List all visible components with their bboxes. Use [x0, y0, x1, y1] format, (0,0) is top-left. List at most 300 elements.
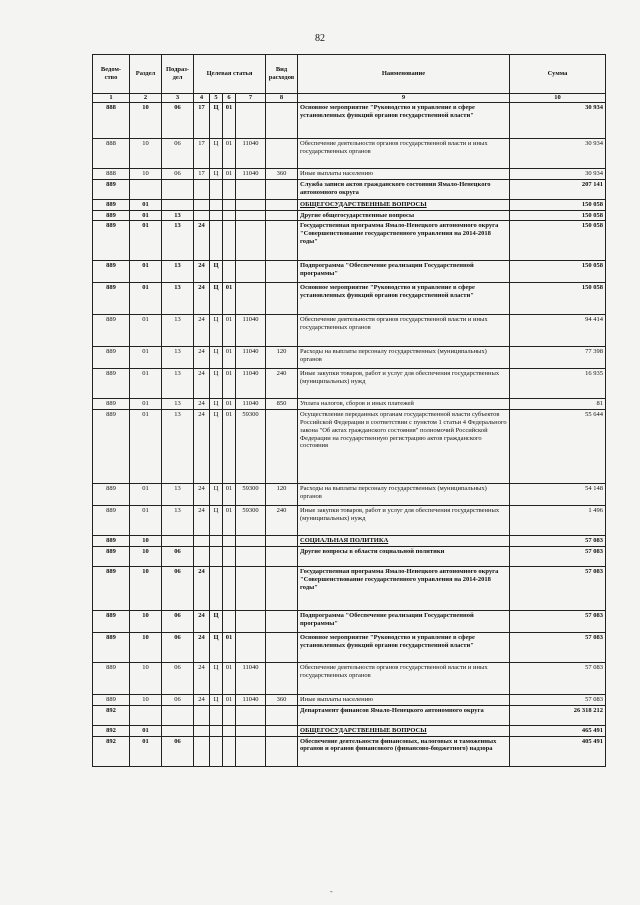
cell-name: Иные закупки товаров, работ и услуг для обеспечения государственных (муниципальных) нужд — [298, 369, 510, 399]
cell-section: 01 — [130, 725, 162, 736]
table-row — [93, 736, 606, 766]
cell-activity: 01 — [223, 506, 236, 536]
column-index: 10 — [510, 94, 606, 103]
table-row — [93, 536, 606, 547]
cell-activity: 01 — [223, 484, 236, 506]
cell-direction: 59300 — [236, 484, 266, 506]
cell-sum: 57 083 — [510, 546, 606, 566]
table-row — [93, 179, 606, 199]
cell-section — [130, 705, 162, 725]
cell-subsection — [162, 705, 194, 725]
cell-name: Основное мероприятие "Руководство и управление в сфере установленных функций органов государственной власти" — [298, 103, 510, 139]
cell-section: 10 — [130, 610, 162, 632]
cell-department: 889 — [93, 506, 130, 536]
cell-sum: 57 083 — [510, 610, 606, 632]
cell-activity — [223, 566, 236, 610]
cell-subsection: 06 — [162, 632, 194, 662]
cell-name: Обеспечение деятельности финансовых, налоговых и таможенных органов и органов финансового (финансово-бюджетного) надзора — [298, 736, 510, 766]
cell-department: 889 — [93, 632, 130, 662]
table-row — [93, 315, 606, 347]
cell-program: 24 — [194, 221, 210, 261]
cell-sum: 1 496 — [510, 506, 606, 536]
cell-name: Государственная программа Ямало-Ненецкого автономного округа "Совершенствование государственного управления на 2014-2018 годы" — [298, 221, 510, 261]
table-row — [93, 632, 606, 662]
cell-subprogram — [210, 566, 223, 610]
cell-expense-type — [266, 632, 298, 662]
cell-sum: 405 491 — [510, 736, 606, 766]
cell-subsection: 06 — [162, 546, 194, 566]
cell-department: 889 — [93, 347, 130, 369]
cell-subsection — [162, 179, 194, 199]
cell-program: 24 — [194, 399, 210, 410]
cell-subsection: 13 — [162, 369, 194, 399]
cell-direction — [236, 546, 266, 566]
column-index: 4 — [194, 94, 210, 103]
cell-activity: 01 — [223, 694, 236, 705]
cell-subprogram — [210, 179, 223, 199]
table-body — [93, 103, 606, 767]
cell-expense-type: 240 — [266, 369, 298, 399]
cell-section: 10 — [130, 566, 162, 610]
cell-subsection: 06 — [162, 662, 194, 694]
cell-section: 10 — [130, 103, 162, 139]
column-index: 6 — [223, 94, 236, 103]
cell-program: 24 — [194, 694, 210, 705]
cell-subprogram: Ц — [210, 410, 223, 484]
cell-section: 01 — [130, 315, 162, 347]
cell-department: 889 — [93, 694, 130, 705]
cell-section: 01 — [130, 369, 162, 399]
cell-name: Обеспечение деятельности органов государственной власти и иных государственных органов — [298, 139, 510, 169]
cell-section: 10 — [130, 169, 162, 180]
cell-name: Подпрограмма "Обеспечение реализации Государственной программы" — [298, 610, 510, 632]
cell-name: Осуществление переданных органам государственной власти субъектов Российской Федерации в соответствии с пунктом 1 статьи 4 Федерального закона "Об актах гражданского состояния" полномочий Российской Федерации на государственную регистрацию актов гражданского состояния — [298, 410, 510, 484]
cell-program: 24 — [194, 347, 210, 369]
cell-name: Служба записи актов гражданского состояния Ямало-Ненецкого автономного округа — [298, 179, 510, 199]
cell-direction — [236, 221, 266, 261]
cell-sum: 57 083 — [510, 536, 606, 547]
scan-mark: - — [330, 887, 333, 896]
column-index: 2 — [130, 94, 162, 103]
column-index: 3 — [162, 94, 194, 103]
cell-direction: 11040 — [236, 169, 266, 180]
cell-name: ОБЩЕГОСУДАРСТВЕННЫЕ ВОПРОСЫ — [298, 725, 510, 736]
cell-direction — [236, 179, 266, 199]
cell-direction — [236, 261, 266, 283]
col-header-sum: Сумма — [510, 55, 606, 94]
cell-sum: 150 058 — [510, 283, 606, 315]
cell-department: 889 — [93, 610, 130, 632]
cell-sum: 57 083 — [510, 566, 606, 610]
table-row — [93, 399, 606, 410]
cell-subprogram — [210, 546, 223, 566]
column-index: 5 — [210, 94, 223, 103]
cell-direction: 11040 — [236, 399, 266, 410]
cell-subsection: 13 — [162, 315, 194, 347]
cell-direction — [236, 566, 266, 610]
cell-subprogram: Ц — [210, 484, 223, 506]
cell-direction: 11040 — [236, 369, 266, 399]
cell-section: 01 — [130, 736, 162, 766]
cell-expense-type: 360 — [266, 694, 298, 705]
cell-sum: 57 083 — [510, 694, 606, 705]
cell-name: Иные закупки товаров, работ и услуг для обеспечения государственных (муниципальных) нужд — [298, 506, 510, 536]
table-row — [93, 484, 606, 506]
cell-section: 01 — [130, 506, 162, 536]
cell-sum: 465 491 — [510, 725, 606, 736]
table-row — [93, 705, 606, 725]
cell-program: 24 — [194, 662, 210, 694]
column-index: 7 — [236, 94, 266, 103]
cell-sum: 207 141 — [510, 179, 606, 199]
cell-name: Уплата налогов, сборов и иных платежей — [298, 399, 510, 410]
table-row — [93, 347, 606, 369]
cell-expense-type — [266, 566, 298, 610]
cell-subsection: 13 — [162, 210, 194, 221]
cell-direction — [236, 610, 266, 632]
cell-activity — [223, 705, 236, 725]
cell-expense-type: 120 — [266, 347, 298, 369]
cell-program: 24 — [194, 369, 210, 399]
cell-program: 24 — [194, 610, 210, 632]
cell-section: 01 — [130, 210, 162, 221]
cell-direction — [236, 705, 266, 725]
page-number: 82 — [315, 33, 325, 44]
table-header — [93, 55, 606, 94]
cell-sum: 57 083 — [510, 632, 606, 662]
cell-direction: 59300 — [236, 506, 266, 536]
cell-expense-type — [266, 179, 298, 199]
cell-activity: 01 — [223, 103, 236, 139]
cell-activity: 01 — [223, 169, 236, 180]
cell-expense-type — [266, 610, 298, 632]
cell-subsection: 06 — [162, 103, 194, 139]
column-index-row — [93, 94, 606, 103]
cell-department: 888 — [93, 169, 130, 180]
cell-subprogram — [210, 536, 223, 547]
cell-expense-type: 240 — [266, 506, 298, 536]
cell-activity — [223, 736, 236, 766]
cell-subprogram — [210, 736, 223, 766]
cell-expense-type: 360 — [266, 169, 298, 180]
cell-activity: 01 — [223, 139, 236, 169]
col-header-subsection: Подраз-дел — [162, 55, 194, 94]
cell-name: Обеспечение деятельности органов государственной власти и иных государственных органов — [298, 315, 510, 347]
cell-sum: 150 058 — [510, 199, 606, 210]
cell-direction: 11040 — [236, 347, 266, 369]
cell-subsection: 13 — [162, 399, 194, 410]
cell-section: 01 — [130, 199, 162, 210]
cell-program: 24 — [194, 484, 210, 506]
cell-expense-type — [266, 315, 298, 347]
cell-activity: 01 — [223, 410, 236, 484]
cell-program — [194, 536, 210, 547]
cell-expense-type — [266, 199, 298, 210]
cell-program: 24 — [194, 315, 210, 347]
cell-sum: 30 934 — [510, 169, 606, 180]
cell-sum: 81 — [510, 399, 606, 410]
col-header-department: Ведом-ство — [93, 55, 130, 94]
cell-activity: 01 — [223, 347, 236, 369]
cell-direction: 11040 — [236, 139, 266, 169]
cell-activity: 01 — [223, 632, 236, 662]
table-row — [93, 261, 606, 283]
cell-department: 889 — [93, 399, 130, 410]
cell-subsection: 13 — [162, 221, 194, 261]
cell-direction — [236, 725, 266, 736]
cell-department: 889 — [93, 199, 130, 210]
table-row — [93, 610, 606, 632]
cell-department: 889 — [93, 410, 130, 484]
cell-department: 889 — [93, 566, 130, 610]
cell-section: 01 — [130, 261, 162, 283]
cell-activity — [223, 725, 236, 736]
cell-program: 24 — [194, 283, 210, 315]
cell-subprogram: Ц — [210, 103, 223, 139]
col-header-section: Раздел — [130, 55, 162, 94]
cell-program — [194, 179, 210, 199]
cell-name: Расходы на выплаты персоналу государственных (муниципальных) органов — [298, 347, 510, 369]
cell-direction: 11040 — [236, 662, 266, 694]
cell-sum: 150 058 — [510, 210, 606, 221]
cell-sum: 57 083 — [510, 662, 606, 694]
cell-program: 24 — [194, 566, 210, 610]
cell-subprogram: Ц — [210, 315, 223, 347]
cell-subprogram: Ц — [210, 369, 223, 399]
cell-subsection: 06 — [162, 169, 194, 180]
cell-program — [194, 725, 210, 736]
cell-sum: 30 934 — [510, 139, 606, 169]
cell-section: 10 — [130, 536, 162, 547]
cell-sum: 94 414 — [510, 315, 606, 347]
cell-subsection — [162, 199, 194, 210]
cell-section: 10 — [130, 139, 162, 169]
table-row — [93, 139, 606, 169]
table-row — [93, 662, 606, 694]
cell-department: 888 — [93, 139, 130, 169]
cell-department: 889 — [93, 261, 130, 283]
cell-name: Обеспечение деятельности органов государственной власти и иных государственных органов — [298, 662, 510, 694]
cell-sum: 26 318 212 — [510, 705, 606, 725]
cell-subsection: 13 — [162, 347, 194, 369]
cell-expense-type — [266, 705, 298, 725]
cell-name: ОБЩЕГОСУДАРСТВЕННЫЕ ВОПРОСЫ — [298, 199, 510, 210]
cell-subprogram — [210, 199, 223, 210]
cell-direction — [236, 210, 266, 221]
cell-department: 888 — [93, 103, 130, 139]
cell-name: Иные выплаты населению — [298, 694, 510, 705]
col-header-name: Наименование — [298, 55, 510, 94]
cell-expense-type — [266, 261, 298, 283]
cell-expense-type — [266, 546, 298, 566]
cell-subprogram — [210, 210, 223, 221]
cell-expense-type: 120 — [266, 484, 298, 506]
cell-program: 24 — [194, 506, 210, 536]
cell-expense-type — [266, 536, 298, 547]
cell-department: 889 — [93, 315, 130, 347]
cell-sum: 77 398 — [510, 347, 606, 369]
cell-subsection: 13 — [162, 283, 194, 315]
cell-section: 10 — [130, 546, 162, 566]
cell-department: 889 — [93, 179, 130, 199]
cell-activity — [223, 221, 236, 261]
col-header-expense-type: Вид расходов — [266, 55, 298, 94]
col-header-target-article: Целевая статья — [194, 55, 266, 94]
cell-program — [194, 199, 210, 210]
cell-direction: 11040 — [236, 694, 266, 705]
cell-program: 17 — [194, 169, 210, 180]
table-row — [93, 283, 606, 315]
cell-subprogram: Ц — [210, 506, 223, 536]
cell-department: 889 — [93, 536, 130, 547]
cell-sum: 16 935 — [510, 369, 606, 399]
cell-activity — [223, 546, 236, 566]
budget-table — [92, 54, 606, 767]
cell-sum: 150 058 — [510, 261, 606, 283]
table-row — [93, 566, 606, 610]
cell-activity — [223, 199, 236, 210]
table-row — [93, 221, 606, 261]
cell-name: Другие общегосударственные вопросы — [298, 210, 510, 221]
cell-activity — [223, 179, 236, 199]
cell-department: 889 — [93, 221, 130, 261]
cell-section: 01 — [130, 347, 162, 369]
cell-activity — [223, 610, 236, 632]
cell-section: 10 — [130, 694, 162, 705]
cell-department: 892 — [93, 736, 130, 766]
cell-subprogram: Ц — [210, 632, 223, 662]
cell-subsection: 13 — [162, 410, 194, 484]
cell-subprogram — [210, 725, 223, 736]
cell-activity: 01 — [223, 283, 236, 315]
cell-expense-type — [266, 139, 298, 169]
cell-name: Подпрограмма "Обеспечение реализации Государственной программы" — [298, 261, 510, 283]
cell-expense-type — [266, 725, 298, 736]
cell-section: 01 — [130, 399, 162, 410]
cell-section: 10 — [130, 632, 162, 662]
cell-activity: 01 — [223, 399, 236, 410]
cell-expense-type — [266, 736, 298, 766]
cell-program: 17 — [194, 103, 210, 139]
cell-sum: 54 148 — [510, 484, 606, 506]
cell-subsection — [162, 725, 194, 736]
cell-subprogram: Ц — [210, 399, 223, 410]
cell-department: 889 — [93, 369, 130, 399]
table-row — [93, 725, 606, 736]
cell-subsection: 06 — [162, 610, 194, 632]
cell-direction — [236, 536, 266, 547]
cell-sum: 150 058 — [510, 221, 606, 261]
column-index: 8 — [266, 94, 298, 103]
cell-program: 24 — [194, 632, 210, 662]
cell-subprogram: Ц — [210, 139, 223, 169]
table-row — [93, 169, 606, 180]
cell-direction: 11040 — [236, 315, 266, 347]
cell-program — [194, 546, 210, 566]
table-row — [93, 546, 606, 566]
cell-name: Иные выплаты населению — [298, 169, 510, 180]
cell-name: Департамент финансов Ямало-Ненецкого автономного округа — [298, 705, 510, 725]
cell-expense-type — [266, 283, 298, 315]
cell-activity: 01 — [223, 369, 236, 399]
cell-department: 889 — [93, 546, 130, 566]
cell-expense-type — [266, 221, 298, 261]
cell-department: 889 — [93, 210, 130, 221]
cell-section: 01 — [130, 410, 162, 484]
table-row — [93, 410, 606, 484]
cell-name: СОЦИАЛЬНАЯ ПОЛИТИКА — [298, 536, 510, 547]
cell-section: 10 — [130, 662, 162, 694]
cell-activity — [223, 261, 236, 283]
cell-department: 889 — [93, 484, 130, 506]
cell-activity — [223, 210, 236, 221]
cell-subsection: 06 — [162, 566, 194, 610]
cell-expense-type — [266, 103, 298, 139]
table-row — [93, 369, 606, 399]
table-row — [93, 199, 606, 210]
cell-direction — [236, 199, 266, 210]
cell-subsection: 06 — [162, 139, 194, 169]
cell-subsection: 13 — [162, 484, 194, 506]
column-index: 1 — [93, 94, 130, 103]
cell-sum: 55 644 — [510, 410, 606, 484]
cell-program — [194, 210, 210, 221]
cell-subsection — [162, 536, 194, 547]
cell-subprogram: Ц — [210, 662, 223, 694]
cell-subprogram: Ц — [210, 694, 223, 705]
cell-department: 889 — [93, 662, 130, 694]
cell-activity — [223, 536, 236, 547]
cell-name: Другие вопросы в области социальной политики — [298, 546, 510, 566]
cell-name: Государственная программа Ямало-Ненецкого автономного округа "Совершенствование государственного управления на 2014-2018 годы" — [298, 566, 510, 610]
cell-name: Основное мероприятие "Руководство и управление в сфере установленных функций органов государственной власти" — [298, 632, 510, 662]
cell-subprogram — [210, 705, 223, 725]
cell-direction — [236, 283, 266, 315]
table-row — [93, 506, 606, 536]
cell-department: 892 — [93, 725, 130, 736]
cell-program — [194, 736, 210, 766]
cell-department: 889 — [93, 283, 130, 315]
cell-subprogram — [210, 221, 223, 261]
cell-subprogram: Ц — [210, 610, 223, 632]
cell-program — [194, 705, 210, 725]
cell-section: 01 — [130, 221, 162, 261]
cell-subprogram: Ц — [210, 347, 223, 369]
cell-program: 24 — [194, 410, 210, 484]
cell-section: 01 — [130, 283, 162, 315]
cell-activity: 01 — [223, 662, 236, 694]
cell-subsection: 13 — [162, 506, 194, 536]
cell-subsection: 06 — [162, 736, 194, 766]
column-index: 9 — [298, 94, 510, 103]
table-row — [93, 694, 606, 705]
cell-subprogram: Ц — [210, 169, 223, 180]
cell-sum: 30 934 — [510, 103, 606, 139]
cell-direction — [236, 736, 266, 766]
cell-subsection: 13 — [162, 261, 194, 283]
cell-expense-type: 850 — [266, 399, 298, 410]
table-row — [93, 210, 606, 221]
cell-activity: 01 — [223, 315, 236, 347]
cell-direction — [236, 103, 266, 139]
cell-subsection: 06 — [162, 694, 194, 705]
cell-program: 24 — [194, 261, 210, 283]
cell-name: Расходы на выплаты персоналу государственных (муниципальных) органов — [298, 484, 510, 506]
cell-direction: 59300 — [236, 410, 266, 484]
cell-direction — [236, 632, 266, 662]
cell-expense-type — [266, 410, 298, 484]
cell-name: Основное мероприятие "Руководство и управление в сфере установленных функций органов государственной власти" — [298, 283, 510, 315]
